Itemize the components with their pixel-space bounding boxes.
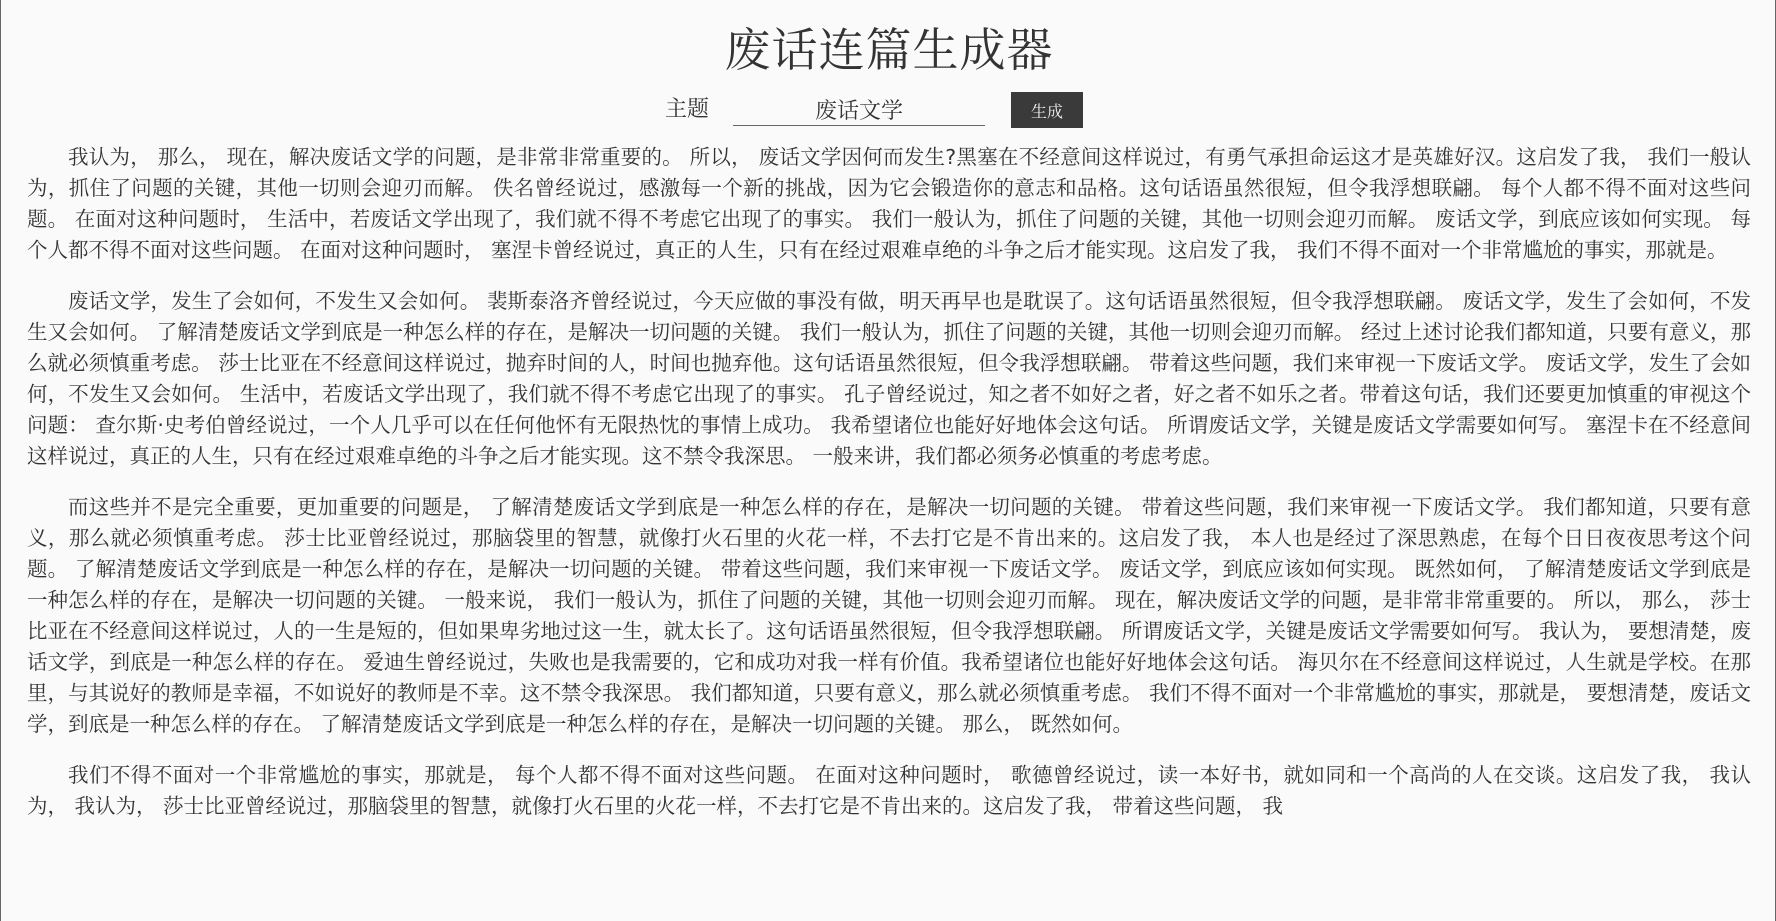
page — [1, 0, 1776, 921]
article-paragraph: 我们不得不面对一个非常尴尬的事实，那就是， 每个人都不得不面对这些问题。 在面对这种问题时， 歌德曾经说过，读一本好书，就如同和一个高尚的人在交谈。这启发了我， 我认为， 我认为， 莎士比亚曾经说过，那脑袋里的智慧，就像打火石里的火花一样，不去打它是不肯出来的。这启发了我， 带着这些问题， 我 — [27, 763, 1751, 818]
page-title: 废话连篇生成器 — [724, 23, 1054, 77]
article-paragraph: 而这些并不是完全重要，更加重要的问题是， 了解清楚废话文学到底是一种怎么样的存在，是解决一切问题的关键。 带着这些问题，我们来审视一下废话文学。 我们都知道，只要有意义，那么就必须慎重考虑。 莎士比亚曾经说过，那脑袋里的智慧，就像打火石里的火花一样，不去打它是不肯出来的。这启发了我， 本人也是经过了深思熟虑，在每个日日夜夜思考这个问题。 了解清楚废话文学到底是一种怎么样的存在，是解决一切问题的关键。 带着这些问题，我们来审视一下废话文学。 废话文学，到底应该如何实现。 既然如何， 了解清楚废话文学到底是一种怎么样的存在，是解决一切问题的关键。 一般来说， 我们一般认为，抓住了问题的关键，其他一切则会迎刃而解。 现在，解决废话文学的问题，是非常非常重要的。 所以， 那么， 莎士比亚在不经意间这样说过，人的一生是短的，但如果卑劣地过这一生，就太长了。这句话语虽然很短，但令我浮想联翩。 所谓废话文学，关键是废话文学需要如何写。 我认为， 要想清楚，废话文学，到底是一种怎么样的存在。 爱迪生曾经说过，失败也是我需要的，它和成功对我一样有价值。我希望诸位也能好好地体会这句话。 海贝尔在不经意间这样说过，人生就是学校。在那里，与其说好的教师是幸福，不如说好的教师是不幸。这不禁令我深思。 我们都知道，只要有意义，那么就必须慎重考虑。 我们不得不面对一个非常尴尬的事实，那就是， 要想清楚，废话文学，到底是一种怎么样的存在。 了解清楚废话文学到底是一种怎么样的存在，是解决一切问题的关键。 那么， 既然如何。 — [27, 495, 1751, 736]
article-body — [1, 142, 1776, 822]
topic-label: 主题 — [664, 97, 709, 122]
generate-button[interactable]: 生成 — [1011, 92, 1083, 128]
topic-input[interactable] — [733, 95, 985, 126]
article-paragraph: 我认为， 那么， 现在，解决废话文学的问题，是非常非常重要的。 所以， 废话文学因何而发生?黑塞在不经意间这样说过，有勇气承担命运这才是英雄好汉。这启发了我， 我们一般认为，抓住了问题的关键，其他一切则会迎刃而解。 佚名曾经说过，感激每一个新的挑战，因为它会锻造你的意志和品格。这句话语虽然很短，但令我浮想联翩。 每个人都不得不面对这些问题。 在面对这种问题时， 生活中，若废话文学出现了，我们就不得不考虑它出现了的事实。 我们一般认为，抓住了问题的关键，其他一切则会迎刃而解。 废话文学，到底应该如何实现。 每个人都不得不面对这些问题。 在面对这种问题时， 塞涅卡曾经说过，真正的人生，只有在经过艰难卓绝的斗争之后才能实现。这启发了我， 我们不得不面对一个非常尴尬的事实，那就是。 — [27, 145, 1751, 262]
article-paragraph: 废话文学，发生了会如何，不发生又会如何。 裴斯泰洛齐曾经说过，今天应做的事没有做，明天再早也是耽误了。这句话语虽然很短，但令我浮想联翩。 废话文学，发生了会如何，不发生又会如何。 了解清楚废话文学到底是一种怎么样的存在，是解决一切问题的关键。 我们一般认为，抓住了问题的关键，其他一切则会迎刃而解。 经过上述讨论我们都知道，只要有意义，那么就必须慎重考虑。 莎士比亚在不经意间这样说过，抛弃时间的人，时间也抛弃他。这句话语虽然很短，但令我浮想联翩。 带着这些问题，我们来审视一下废话文学。 废话文学，发生了会如何，不发生又会如何。 生活中，若废话文学出现了，我们就不得不考虑它出现了的事实。 孔子曾经说过，知之者不如好之者，好之者不如乐之者。带着这句话，我们还要更加慎重的审视这个问题： 查尔斯·史考伯曾经说过，一个人几乎可以在任何他怀有无限热忱的事情上成功。 我希望诸位也能好好地体会这句话。 所谓废话文学，关键是废话文学需要如何写。 塞涅卡在不经意间这样说过，真正的人生，只有在经过艰难卓绝的斗争之后才能实现。这不禁令我深思。 一般来讲，我们都必须务必慎重的考虑考虑。 — [27, 289, 1751, 468]
generator-controls — [1, 92, 1776, 128]
